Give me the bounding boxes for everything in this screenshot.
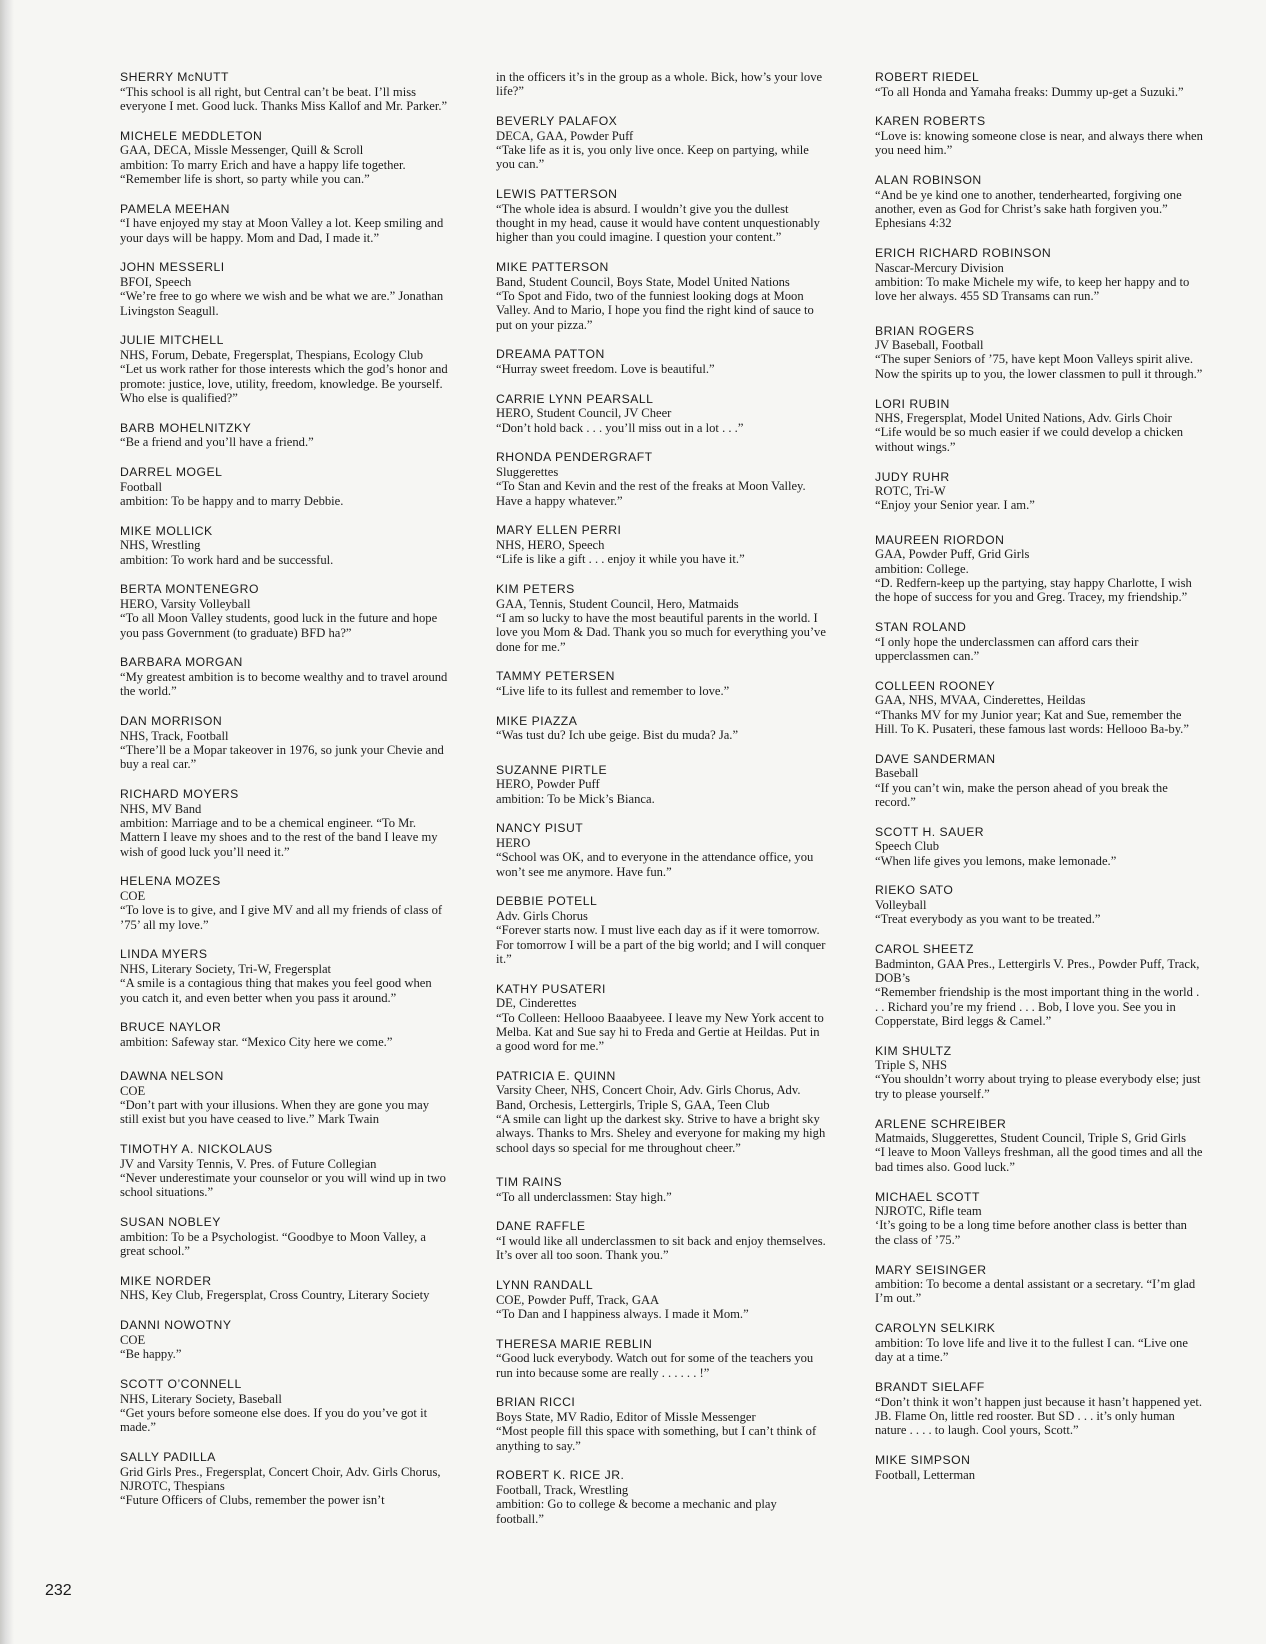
senior-name: DEBBIE POTELL [496,894,598,909]
entry-text: “I leave to Moon Valleys freshman, all the good times and all the bad times also. Good luck.” [875,1145,1203,1174]
senior-entry [120,947,450,1004]
entry-text: “Life would be so much easier if we could develop a chicken without wings.” [875,425,1184,454]
entry-text: Football [120,479,162,494]
senior-entry [875,246,1205,303]
entry-text: “I would like all underclassmen to sit back and enjoy themselves. It’s over all too soon. Thank you.” [496,1233,826,1263]
senior-entry [120,260,450,317]
entry-text: NHS, Wrestling [120,538,201,553]
senior-entry [120,655,450,698]
entry-text: Speech Club [875,839,940,854]
entry-text: “Forever starts now. I must live each day as if it were tomorrow. For tomorrow I will be a part of the big world; and I will conquer it.” [496,923,826,966]
senior-name: DANNI NOWOTNY [120,1318,232,1333]
entry-text: “Good luck everybody. Watch out for some of the teachers you run into because some are really . . . . . . !” [496,1351,814,1380]
entry-text: NHS, Key Club, Fregersplat, Cross Country, Literary Society [120,1288,430,1303]
entry-text: “To Colleen: Hellooo Baaabyeee. I leave my New York accent to Melba. Kat and Sue say hi to Freda and Gertie at Heildas. Put in a good word for me.” [496,1010,824,1054]
entry-text: Adv. Girls Chorus [496,908,588,923]
senior-name: ERICH RICHARD ROBINSON [875,246,1052,261]
senior-name: MARY SEISINGER [875,1262,987,1277]
senior-name: BERTA MONTENEGRO [120,582,259,597]
column-1 [120,70,450,1523]
entry-text: “The whole idea is absurd. I wouldn’t give you the dullest thought in my head, cause it would have content unquestionably higher than you could imagine. I question your content.” [496,201,820,245]
senior-entry [120,465,450,508]
senior-name: SCOTT H. SAUER [875,824,985,839]
senior-entry [875,173,1205,230]
entry-text: ambition: To be a Psychologist. “Goodbye to Moon Valley, a great school.” [120,1229,426,1259]
senior-name: RICHARD MOYERS [120,787,239,802]
senior-name: PAMELA MEEHAN [120,201,230,216]
senior-entry [496,114,826,171]
senior-name: MAUREEN RIORDON [875,532,1005,547]
entry-text: “To Spot and Fido, two of the funniest looking dogs at Moon Valley. And to Mario, I hope you find the right kind of sauce to put on your pizza.” [496,288,814,332]
senior-entry [120,1318,450,1361]
entry-text: ambition: College. [875,561,969,576]
senior-entry [875,620,1205,663]
senior-entry [496,1219,826,1262]
entry-text: ambition: Go to college & become a mechanic and play football.” [496,1497,777,1526]
entry-text: ‘It’s going to be a long time before another class is better than the class of ’75.” [875,1218,1187,1247]
senior-entry [120,874,450,931]
entry-text: HERO, Student Council, JV Cheer [496,406,672,421]
senior-entry [875,752,1205,809]
entry-text: HERO, Varsity Volleyball [120,596,251,611]
senior-entry [875,1453,1205,1482]
senior-name: KIM SHULTZ [875,1043,952,1058]
senior-entry [496,982,826,1054]
entry-text: Nascar-Mercury Division [875,260,1004,275]
senior-entry [875,679,1205,736]
entry-text: Football, Letterman [875,1467,976,1482]
entry-text: HERO [496,835,531,850]
entry-text: Sluggerettes [496,465,559,480]
senior-name: KATHY PUSATERI [496,981,606,996]
entry-text: Band, Student Council, Boys State, Model United Nations [496,274,790,289]
senior-name: CAROLYN SELKIRK [875,1321,996,1336]
entry-text: ambition: To love life and live it to the fullest I can. “Live one day at a time.” [875,1335,1188,1365]
senior-entry [120,582,450,639]
senior-name: CARRIE LYNN PEARSALL [496,391,654,406]
senior-entry [120,714,450,771]
senior-name: BRIAN RICCI [496,1395,576,1410]
entry-text: NHS, Literary Society, Baseball [120,1391,282,1406]
entry-text: “I only hope the underclassmen can afford cars their upperclassmen can.” [875,634,1139,663]
entry-text: “Remember friendship is the most important thing in the world . . . Richard you’re my friend . . . Bob, I love you. See you in Copperstate, Bird leggs & Camel.” [875,985,1200,1028]
senior-entry [875,70,1205,99]
senior-name: MIKE NORDER [120,1273,212,1288]
entry-text: Grid Girls Pres., Fregersplat, Concert Choir, Adv. Girls Chorus, NJROTC, Thespians [120,1464,441,1493]
entry-text: ambition: Marriage and to be a chemical engineer. “To Mr. Mattern I leave my shoes and to the rest of the band I leave my wish of good luck you’ll need it.” [120,815,438,859]
senior-entry [875,1263,1205,1306]
entry-text: ambition: To be happy and to marry Debbie. [120,493,344,508]
senior-name: SUZANNE PIRTLE [496,762,608,777]
senior-name: BRIAN ROGERS [875,323,975,338]
column-2 [496,70,826,1541]
senior-entry [496,450,826,507]
entry-text: “And be ye kind one to another, tenderhearted, forgiving one another, even as God for Christ’s sake hath forgiven you.” Ephesians 4:32 [875,187,1182,231]
senior-entry [496,347,826,376]
senior-name: DANE RAFFLE [496,1219,586,1234]
entry-text: “When life gives you lemons, make lemonade.” [875,853,1117,868]
senior-entry [496,1069,826,1155]
entry-text: “Take life as it is, you only live once. Keep on partying, while you can.” [496,142,809,172]
entry-text: COE [120,1332,146,1347]
entry-text: Triple S, NHS [875,1058,947,1073]
senior-name: BARB MOHELNITZKY [120,420,252,435]
entry-text: “Don’t hold back . . . you’ll miss out in a lot . . .” [496,420,744,435]
senior-entry [120,1142,450,1199]
entry-text: GAA, Powder Puff, Grid Girls [875,547,1030,562]
senior-name: SHERRY McNUTT [120,70,229,84]
column-3 [875,70,1205,1497]
entry-text: “Live life to its fullest and remember to love.” [496,683,730,698]
senior-entry [120,70,450,113]
senior-entry [496,894,826,966]
entry-text: “Don’t part with your illusions. When they are gone you may still exist but you have ceased to live.” Mark Twain [120,1098,430,1127]
entry-text: “School was OK, and to everyone in the attendance office, you won’t see me anymore. Have fun.” [496,850,814,879]
senior-entry [120,1377,450,1434]
senior-entry [496,1278,826,1321]
entry-text: “Thanks MV for my Junior year; Kat and Sue, remember the Hill. To K. Pusateri, these famous last words: Hellooo Ba-by.” [875,707,1189,736]
entry-text: “Treat everybody as you want to be treated.” [875,912,1101,927]
entry-text: ambition: To marry Erich and have a happy life together. “Remember life is short, so party while you can.” [120,157,406,186]
senior-entry [875,1044,1205,1101]
entry-text: “A smile can light up the darkest sky. Strive to have a bright sky always. Thanks to Mrs. Sheley and everyone for making my high school days so special for me throughout cheer.” [496,1112,826,1155]
entry-text: NHS, Fregersplat, Model United Nations, Adv. Girls Choir [875,411,1172,426]
entry-text: Baseball [875,766,919,781]
senior-name: ALAN ROBINSON [875,173,982,188]
senior-entry [120,129,450,186]
entry-text: ambition: To work hard and be successful. [120,552,334,567]
entry-text: DE, Cinderettes [496,996,577,1011]
entry-text: “Most people fill this space with something, but I can’t think of anything to say.” [496,1424,817,1453]
senior-name: BEVERLY PALAFOX [496,114,618,129]
entry-text: JV Baseball, Football [875,338,984,353]
entry-text: “My greatest ambition is to become wealthy and to travel around the world.” [120,669,448,699]
senior-name: MICHAEL SCOTT [875,1189,980,1204]
senior-entry [496,187,826,244]
entry-text: “Get yours before someone else does. If you do you’ve got it made.” [120,1405,428,1435]
entry-text: “The super Seniors of ’75, have kept Moon Valleys spirit alive. Now the spirits up to you, the lower classmen to pull it through.” [875,352,1203,381]
entry-text: COE [120,1083,146,1098]
senior-name: ARLENE SCHREIBER [875,1116,1007,1131]
senior-name: JULIE MITCHELL [120,333,224,348]
senior-entry [875,533,1205,605]
senior-entry [496,763,826,806]
entry-text: “Love is: knowing someone close is near, and always there when you need him.” [875,128,1203,158]
senior-name: MIKE PIAZZA [496,713,578,728]
senior-entry [496,523,826,566]
entry-text: Volleyball [875,897,927,912]
senior-entry [120,333,450,405]
senior-entry [875,1321,1205,1364]
senior-entry [120,1450,450,1507]
entry-text: NHS, Literary Society, Tri-W, Fregersplat [120,961,332,976]
senior-entry [120,524,450,567]
entry-text: JV and Varsity Tennis, V. Pres. of Future Collegian [120,1156,377,1171]
page-number: 232 [45,1582,72,1599]
senior-entry [120,1274,450,1303]
senior-entry [496,1337,826,1380]
senior-entry [875,942,1205,1028]
entry-text: GAA, NHS, MVAA, Cinderettes, Heildas [875,693,1086,708]
entry-text: “Enjoy your Senior year. I am.” [875,498,1035,513]
entry-text: ambition: To make Michele my wife, to keep her happy and to love her always. 455 SD Transams can run.” [875,274,1190,304]
senior-name: BRANDT SIELAFF [875,1379,985,1394]
senior-name: LORI RUBIN [875,396,950,411]
entry-text: “To Stan and Kevin and the rest of the freaks at Moon Valley. Have a happy whatever.” [496,479,806,508]
entry-text: “I have enjoyed my stay at Moon Valley a lot. Keep smiling and your days will be happy. Mom and Dad, I made it.” [120,216,444,245]
senior-entry [496,1175,826,1204]
senior-entry [496,1468,826,1525]
entry-text: “Be a friend and you’ll have a friend.” [120,435,314,450]
entry-text: “There’ll be a Mopar takeover in 1976, so junk your Chevie and buy a real car.” [120,742,444,772]
senior-name: DREAMA PATTON [496,347,605,362]
senior-entry [875,397,1205,454]
senior-name: JOHN MESSERLI [120,260,225,275]
senior-name: NANCY PISUT [496,821,584,836]
entry-text: “To all Honda and Yamaha freaks: Dummy up-get a Suzuki.” [875,84,1184,99]
entry-text: NHS, Track, Football [120,728,229,743]
senior-entry [875,825,1205,868]
entry-text: Matmaids, Sluggerettes, Student Council, Triple S, Grid Girls [875,1131,1186,1146]
senior-entry [120,1020,450,1049]
senior-entry [496,70,826,99]
senior-name: TAMMY PETERSEN [496,669,615,684]
senior-name: JUDY RUHR [875,469,950,484]
entry-text: “Don’t think it won’t happen just because it hasn’t happened yet. JB. Flame On, little red rooster. But SD . . . it’s only human nature . . . . to laugh. Cool yours, Scott.” [875,1394,1203,1438]
senior-name: TIMOTHY A. NICKOLAUS [120,1142,273,1157]
senior-entry [875,1117,1205,1174]
entry-text: GAA, Tennis, Student Council, Hero, Matmaids [496,596,739,611]
entry-text: NHS, MV Band [120,801,202,816]
senior-name: KIM PETERS [496,582,575,597]
senior-name: BARBARA MORGAN [120,655,243,670]
senior-name: SALLY PADILLA [120,1449,216,1464]
entry-text: ambition: To be Mick’s Bianca. [496,791,655,806]
entry-text: Boys State, MV Radio, Editor of Missle Messenger [496,1410,756,1425]
entry-text: “Be happy.” [120,1347,182,1362]
entry-text: “To all Moon Valley students, good luck in the future and hope you pass Government (to graduate) BFD ha?” [120,611,438,640]
entry-text: NHS, HERO, Speech [496,538,605,552]
entry-text: NHS, Forum, Debate, Fregersplat, Thespians, Ecology Club [120,347,424,362]
senior-name: KAREN ROBERTS [875,114,986,129]
senior-entry [875,470,1205,513]
entry-text: BFOI, Speech [120,274,192,289]
entry-text: “Hurray sweet freedom. Love is beautiful.” [496,361,715,376]
senior-name: DAVE SANDERMAN [875,751,996,766]
entry-text: “I am so lucky to have the most beautiful parents in the world. I love you Mom & Dad. Thank you so much for everything you’ve done for me.” [496,610,826,654]
senior-name: MARY ELLEN PERRI [496,523,622,538]
entry-text: COE, Powder Puff, Track, GAA [496,1292,660,1307]
senior-entry [496,582,826,654]
senior-name: THERESA MARIE REBLIN [496,1336,653,1351]
senior-name: SUSAN NOBLEY [120,1215,221,1230]
page-binding-shadow [0,0,14,1644]
entry-text: “Life is like a gift . . . enjoy it while you have it.” [496,552,745,567]
senior-entry [496,669,826,698]
senior-name: STAN ROLAND [875,619,967,634]
senior-entry [496,821,826,878]
senior-entry [120,202,450,245]
senior-entry [875,1190,1205,1247]
senior-name: SCOTT O’CONNELL [120,1376,242,1391]
senior-name: COLLEEN ROONEY [875,678,996,693]
senior-name: MIKE MOLLICK [120,523,213,538]
senior-entry [120,1069,450,1126]
senior-name: DAWNA NELSON [120,1069,224,1084]
entry-text: “This school is all right, but Central can’t be beat. I’ll miss everyone I met. Good luck. Thanks Miss Kallof and Mr. Parker.” [120,84,448,113]
senior-name: CAROL SHEETZ [875,942,975,957]
senior-name: MIKE SIMPSON [875,1452,971,1467]
senior-name: RIEKO SATO [875,883,954,898]
entry-text: COE [120,888,146,903]
entry-text: in the officers it’s in the group as a whole. Bick, how’s your love life?” [496,70,823,99]
entry-text: Varsity Cheer, NHS, Concert Choir, Adv. Girls Chorus, Adv. Band, Orchesis, Lettergirls, Triple S, GAA, Teen Club [496,1083,801,1112]
senior-entry [496,392,826,435]
senior-name: PATRICIA E. QUINN [496,1068,616,1083]
entry-text: GAA, DECA, Missle Messenger, Quill & Scroll [120,143,364,158]
entry-text: HERO, Powder Puff [496,777,600,792]
senior-entry [496,714,826,743]
entry-text: “To Dan and I happiness always. I made it Mom.” [496,1306,749,1321]
senior-name: ROBERT K. RICE JR. [496,1468,625,1483]
senior-entry [496,260,826,332]
entry-text: “To all underclassmen: Stay high.” [496,1189,672,1204]
entry-text: “If you can’t win, make the person ahead of you break the record.” [875,780,1168,809]
senior-entry [120,421,450,450]
senior-name: LYNN RANDALL [496,1278,594,1293]
entry-text: “You shouldn’t worry about trying to please everybody else; just try to please yourself.” [875,1072,1201,1101]
senior-entry [875,114,1205,157]
entry-text: Badminton, GAA Pres., Lettergirls V. Pres., Powder Puff, Track, DOB’s [875,956,1200,985]
entry-text: “Future Officers of Clubs, remember the power isn’t [120,1493,385,1508]
senior-entry [875,883,1205,926]
senior-name: MIKE PATTERSON [496,260,609,275]
entry-text: “D. Redfern-keep up the partying, stay happy Charlotte, I wish the hope of success for you and Greg. Tracey, my friendship.” [875,575,1192,605]
senior-name: ROBERT RIEDEL [875,70,980,84]
entry-text: Football, Track, Wrestling [496,1483,629,1497]
senior-name: LINDA MYERS [120,947,208,962]
entry-text: “Let us work rather for those interests which the god’s honor and promote: justice, love, utility, freedom, knowledge. Be yourself. Who else is qualified?” [120,362,448,405]
senior-name: MICHELE MEDDLETON [120,128,263,143]
entry-text: “Never underestimate your counselor or you will wind up in two school situations.” [120,1171,446,1200]
entry-text: ambition: Safeway star. “Mexico City here we come.” [120,1034,393,1049]
senior-name: HELENA MOZES [120,874,221,889]
entry-text: “A smile is a contagious thing that makes you feel good when you catch it, and even better when you pass it around.” [120,976,432,1005]
entry-text: ROTC, Tri-W [875,484,946,499]
senior-entry [875,1380,1205,1437]
senior-name: BRUCE NAYLOR [120,1020,222,1035]
senior-name: RHONDA PENDERGRAFT [496,450,653,465]
senior-entry [120,1215,450,1258]
entry-text: DECA, GAA, Powder Puff [496,128,634,143]
senior-entry [875,324,1205,381]
senior-name: DAN MORRISON [120,714,223,729]
entry-text: “To love is to give, and I give MV and all my friends of class of ’75’ all my love.” [120,903,443,932]
entry-text: NJROTC, Rifle team [875,1204,982,1219]
senior-entry [120,787,450,859]
senior-name: TIM RAINS [496,1174,563,1189]
senior-name: DARREL MOGEL [120,465,223,480]
entry-text: “Was tust du? Ich ube geige. Bist du muda? Ja.” [496,728,739,743]
senior-name: LEWIS PATTERSON [496,187,618,202]
entry-text: “We’re free to go where we wish and be what we are.” Jonathan Livingston Seagull. [120,289,444,318]
senior-entry [496,1395,826,1452]
entry-text: ambition: To become a dental assistant or a secretary. “I’m glad I’m out.” [875,1277,1196,1306]
